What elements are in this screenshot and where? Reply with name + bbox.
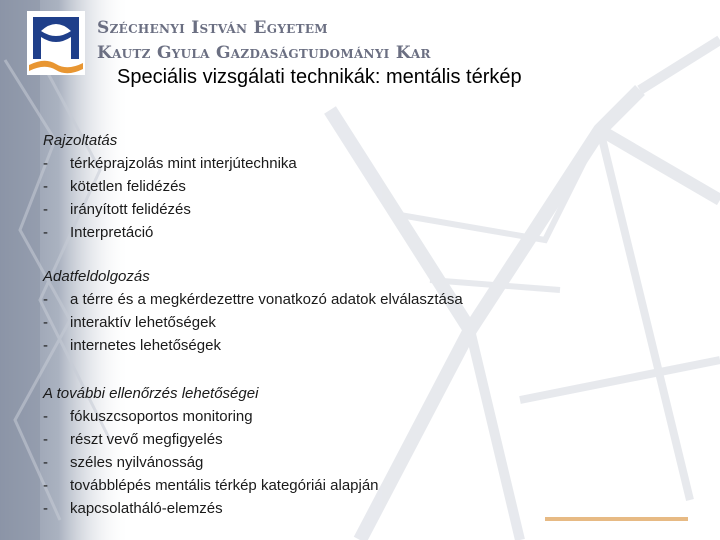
list-item-text: fókuszcsoportos monitoring — [70, 408, 253, 425]
list-item-text: kötetlen felidézés — [70, 178, 186, 195]
bullet-dash: - — [43, 314, 48, 331]
bullet-dash: - — [43, 408, 48, 425]
faculty-name: Kautz Gyula Gazdaságtudományi Kar — [97, 43, 431, 63]
section-heading: Rajzoltatás — [43, 132, 118, 149]
bullet-dash: - — [43, 178, 48, 195]
list-item-text: továbblépés mentális térkép kategóriái alapján — [70, 477, 379, 494]
list-item — [43, 311, 463, 334]
bullet-dash: - — [43, 477, 48, 494]
list-item-text: térképrajzolás mint interjútechnika — [70, 155, 297, 172]
bullet-dash: - — [43, 500, 48, 517]
list-item — [43, 497, 379, 520]
section-tovabbi-ellenorzes — [43, 382, 379, 520]
university-name: Széchenyi István Egyetem — [97, 18, 328, 38]
bullet-dash: - — [43, 155, 48, 172]
list-item-text: kapcsolatháló-elemzés — [70, 500, 223, 517]
list-item — [43, 152, 297, 175]
bullet-dash: - — [43, 454, 48, 471]
list-item-text: interaktív lehetőségek — [70, 314, 216, 331]
university-name-block — [97, 16, 431, 66]
bullet-dash: - — [43, 224, 48, 241]
list-item — [43, 474, 379, 497]
list-item-text: a térre és a megkérdezettre vonatkozó adatok elválasztása — [70, 291, 463, 308]
section-heading: Adatfeldolgozás — [43, 268, 150, 285]
bullet-dash: - — [43, 431, 48, 448]
bullet-dash: - — [43, 337, 48, 354]
list-item — [43, 198, 297, 221]
bullet-dash: - — [43, 291, 48, 308]
bullet-dash: - — [43, 201, 48, 218]
list-item — [43, 288, 463, 311]
list-item-text: internetes lehetőségek — [70, 337, 221, 354]
list-item-text: részt vevő megfigyelés — [70, 431, 223, 448]
list-item-text: Interpretáció — [70, 224, 154, 241]
list-item — [43, 175, 297, 198]
university-logo-icon — [27, 11, 85, 75]
section-heading: A további ellenőrzés lehetőségei — [43, 385, 259, 402]
list-item — [43, 428, 379, 451]
section-rajzoltatas — [43, 129, 297, 244]
list-item-text: széles nyilvánosság — [70, 454, 204, 471]
list-item — [43, 221, 297, 244]
list-item — [43, 405, 379, 428]
list-item-text: irányított felidézés — [70, 201, 191, 218]
accent-rule — [545, 517, 688, 521]
list-item — [43, 451, 379, 474]
section-adatfeldolgozas — [43, 265, 463, 357]
list-item — [43, 334, 463, 357]
slide-title: Speciális vizsgálati technikák: mentális térkép — [117, 66, 522, 88]
